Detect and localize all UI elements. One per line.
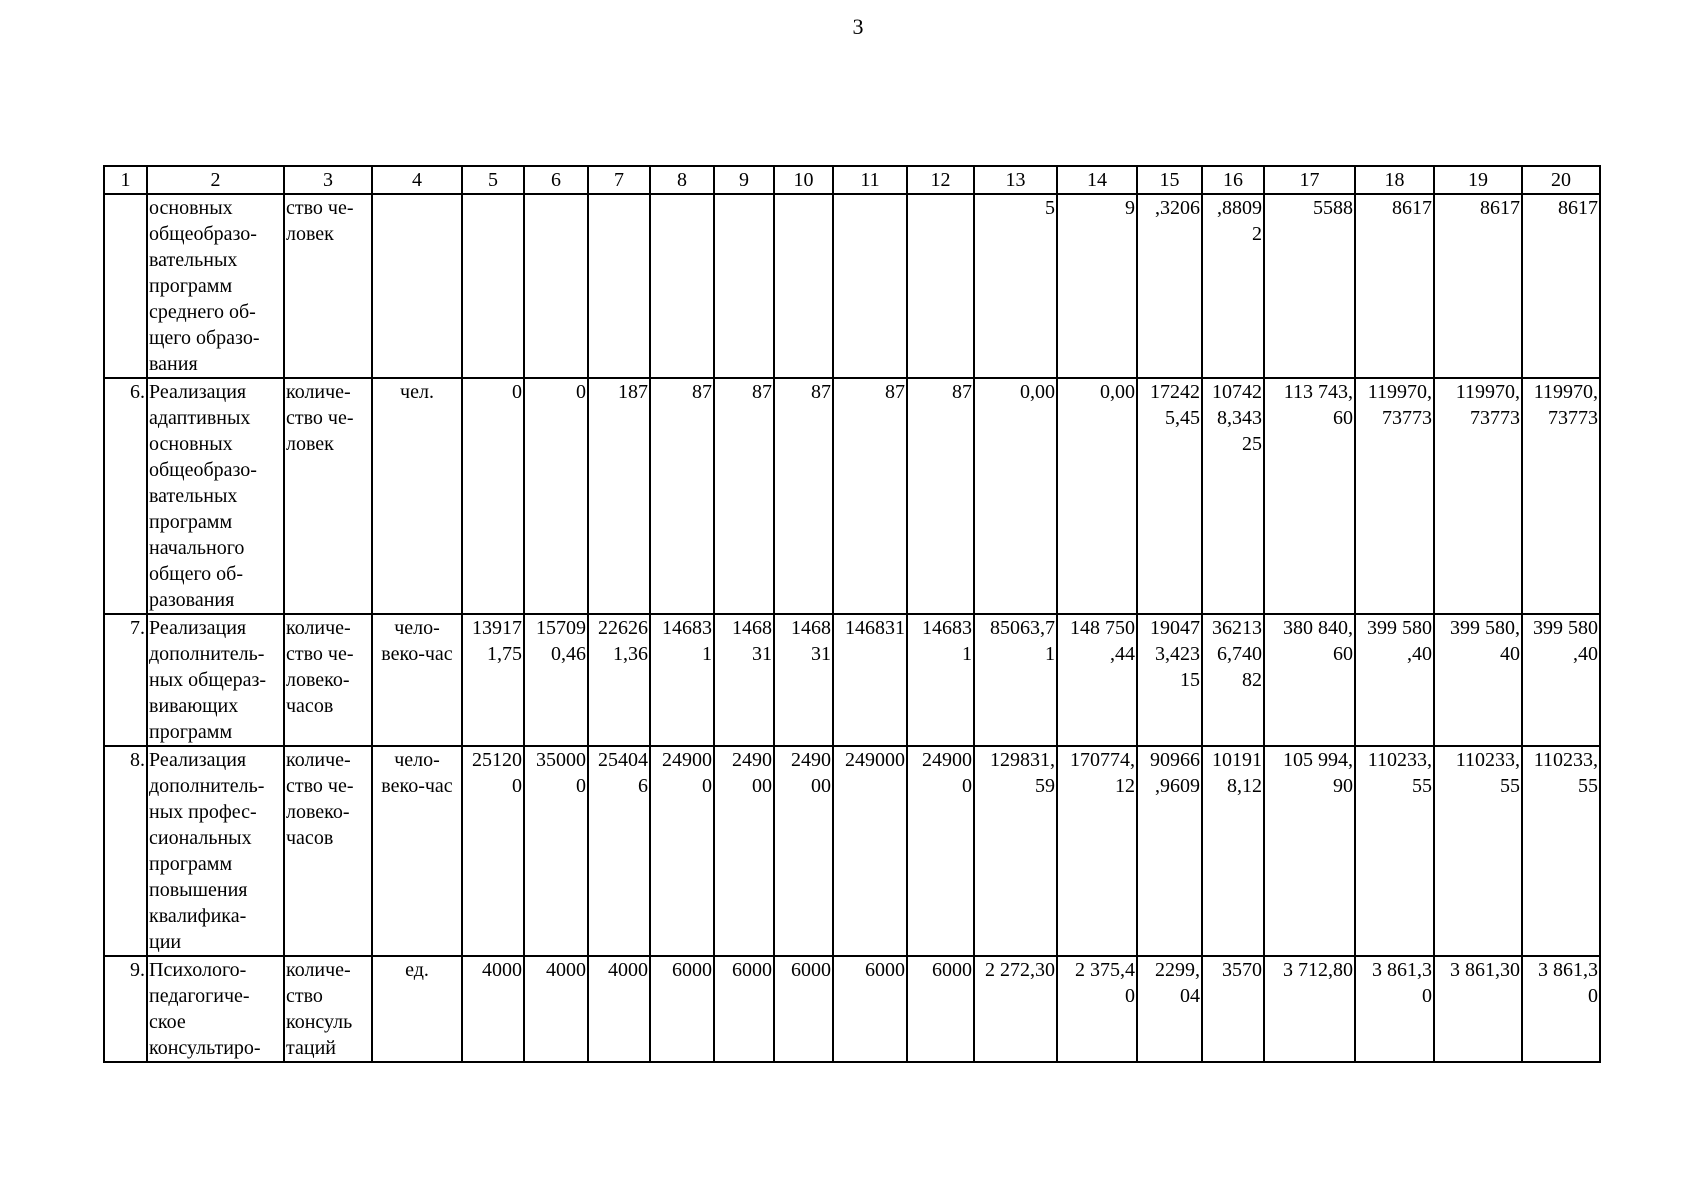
value-cell: 17242 5,45 <box>1137 378 1202 614</box>
value-cell: 2490 00 <box>714 746 774 956</box>
value-cell: 25120 0 <box>462 746 524 956</box>
value-cell: 15709 0,46 <box>524 614 588 746</box>
value-cell: 0,00 <box>974 378 1057 614</box>
indicator-name: количе- ство че- ловеко- часов <box>284 614 372 746</box>
value-cell: 1468 31 <box>714 614 774 746</box>
value-cell: 4000 <box>462 956 524 1062</box>
value-cell <box>907 194 974 378</box>
value-cell: 24900 0 <box>650 746 714 956</box>
value-cell: 85063,7 1 <box>974 614 1057 746</box>
unit-of-measure <box>372 194 462 378</box>
value-cell: 6000 <box>774 956 833 1062</box>
value-cell: 0 <box>462 378 524 614</box>
value-cell: 87 <box>714 378 774 614</box>
value-cell: 249000 <box>833 746 907 956</box>
value-cell: 6000 <box>833 956 907 1062</box>
header-cell: 8 <box>650 166 714 194</box>
value-cell: ,3206 <box>1137 194 1202 378</box>
value-cell: 19047 3,423 15 <box>1137 614 1202 746</box>
header-cell: 12 <box>907 166 974 194</box>
value-cell: 1468 31 <box>774 614 833 746</box>
value-cell: 90966 ,9609 <box>1137 746 1202 956</box>
header-cell: 15 <box>1137 166 1202 194</box>
value-cell: 4000 <box>588 956 650 1062</box>
value-cell: 119970, 73773 <box>1522 378 1600 614</box>
value-cell: 87 <box>774 378 833 614</box>
value-cell <box>524 194 588 378</box>
value-cell: 14683 1 <box>907 614 974 746</box>
header-cell: 7 <box>588 166 650 194</box>
value-cell: 3570 <box>1202 956 1264 1062</box>
indicator-name: количе- ство че- ловек <box>284 378 372 614</box>
value-cell: 110233, 55 <box>1434 746 1522 956</box>
value-cell: 129831, 59 <box>974 746 1057 956</box>
header-cell: 19 <box>1434 166 1522 194</box>
header-row <box>104 166 1600 194</box>
header-cell: 6 <box>524 166 588 194</box>
value-cell: 399 580, 40 <box>1434 614 1522 746</box>
value-cell: 113 743, 60 <box>1264 378 1355 614</box>
row-number: 7. <box>104 614 147 746</box>
indicator-name: ство че- ловек <box>284 194 372 378</box>
header-cell: 4 <box>372 166 462 194</box>
value-cell: 35000 0 <box>524 746 588 956</box>
indicator-name: количе- ство консуль таций <box>284 956 372 1062</box>
header-cell: 10 <box>774 166 833 194</box>
value-cell: 6000 <box>650 956 714 1062</box>
value-cell: 399 580 ,40 <box>1522 614 1600 746</box>
unit-of-measure: чело- веко-час <box>372 746 462 956</box>
value-cell: 2 272,30 <box>974 956 1057 1062</box>
value-cell: 13917 1,75 <box>462 614 524 746</box>
header-cell: 18 <box>1355 166 1434 194</box>
value-cell <box>833 194 907 378</box>
service-name: Реализация дополнитель- ных общераз- вивающих программ <box>147 614 284 746</box>
value-cell: 3 861,3 0 <box>1355 956 1434 1062</box>
service-name: основных общеобразо- вательных программ среднего об- щего образо- вания <box>147 194 284 378</box>
header-cell: 1 <box>104 166 147 194</box>
value-cell <box>588 194 650 378</box>
value-cell: 2490 00 <box>774 746 833 956</box>
value-cell: 9 <box>1057 194 1137 378</box>
indicator-name: количе- ство че- ловеко- часов <box>284 746 372 956</box>
value-cell: 2 375,4 0 <box>1057 956 1137 1062</box>
value-cell: 5 <box>974 194 1057 378</box>
value-cell <box>650 194 714 378</box>
service-name: Психолого- педагогиче- ское консультиро- <box>147 956 284 1062</box>
table-row <box>104 956 1600 1062</box>
data-table <box>103 165 1601 1063</box>
value-cell: 110233, 55 <box>1355 746 1434 956</box>
value-cell: 10191 8,12 <box>1202 746 1264 956</box>
value-cell: 146831 <box>833 614 907 746</box>
unit-of-measure: чело- веко-час <box>372 614 462 746</box>
row-number: 9. <box>104 956 147 1062</box>
value-cell: 2299, 04 <box>1137 956 1202 1062</box>
value-cell: 22626 1,36 <box>588 614 650 746</box>
value-cell: 187 <box>588 378 650 614</box>
header-cell: 11 <box>833 166 907 194</box>
value-cell: 110233, 55 <box>1522 746 1600 956</box>
unit-of-measure: ед. <box>372 956 462 1062</box>
value-cell <box>774 194 833 378</box>
header-cell: 17 <box>1264 166 1355 194</box>
value-cell: 8617 <box>1522 194 1600 378</box>
value-cell: 6000 <box>714 956 774 1062</box>
value-cell: 148 750 ,44 <box>1057 614 1137 746</box>
value-cell: 14683 1 <box>650 614 714 746</box>
table-row <box>104 378 1600 614</box>
value-cell: 36213 6,740 82 <box>1202 614 1264 746</box>
value-cell: 380 840, 60 <box>1264 614 1355 746</box>
value-cell: 24900 0 <box>907 746 974 956</box>
table-row <box>104 746 1600 956</box>
value-cell: 170774, 12 <box>1057 746 1137 956</box>
value-cell: 119970, 73773 <box>1434 378 1522 614</box>
value-cell: 399 580 ,40 <box>1355 614 1434 746</box>
value-cell: 87 <box>833 378 907 614</box>
value-cell: 119970, 73773 <box>1355 378 1434 614</box>
value-cell: 87 <box>650 378 714 614</box>
table-row <box>104 614 1600 746</box>
row-number: 8. <box>104 746 147 956</box>
value-cell: 4000 <box>524 956 588 1062</box>
value-cell: 25404 6 <box>588 746 650 956</box>
header-cell: 16 <box>1202 166 1264 194</box>
header-cell: 2 <box>147 166 284 194</box>
row-number <box>104 194 147 378</box>
value-cell: 10742 8,343 25 <box>1202 378 1264 614</box>
service-name: Реализация адаптивных основных общеобразо- вательных программ начального общего об- разования <box>147 378 284 614</box>
page-number: 3 <box>852 14 864 39</box>
header-cell: 5 <box>462 166 524 194</box>
value-cell: 3 712,80 <box>1264 956 1355 1062</box>
value-cell: 8617 <box>1434 194 1522 378</box>
table-row <box>104 194 1600 378</box>
header-cell: 13 <box>974 166 1057 194</box>
value-cell: 0 <box>524 378 588 614</box>
value-cell: 87 <box>907 378 974 614</box>
value-cell: 6000 <box>907 956 974 1062</box>
header-cell: 9 <box>714 166 774 194</box>
service-name: Реализация дополнитель- ных профес- сиональных программ повышения квалифика- ции <box>147 746 284 956</box>
value-cell: 3 861,3 0 <box>1522 956 1600 1062</box>
value-cell <box>462 194 524 378</box>
unit-of-measure: чел. <box>372 378 462 614</box>
value-cell: 8617 <box>1355 194 1434 378</box>
value-cell: 5588 <box>1264 194 1355 378</box>
header-cell: 14 <box>1057 166 1137 194</box>
value-cell: 3 861,30 <box>1434 956 1522 1062</box>
value-cell <box>714 194 774 378</box>
value-cell: 105 994, 90 <box>1264 746 1355 956</box>
value-cell: 0,00 <box>1057 378 1137 614</box>
row-number: 6. <box>104 378 147 614</box>
value-cell: ,8809 2 <box>1202 194 1264 378</box>
header-cell: 3 <box>284 166 372 194</box>
header-cell: 20 <box>1522 166 1600 194</box>
